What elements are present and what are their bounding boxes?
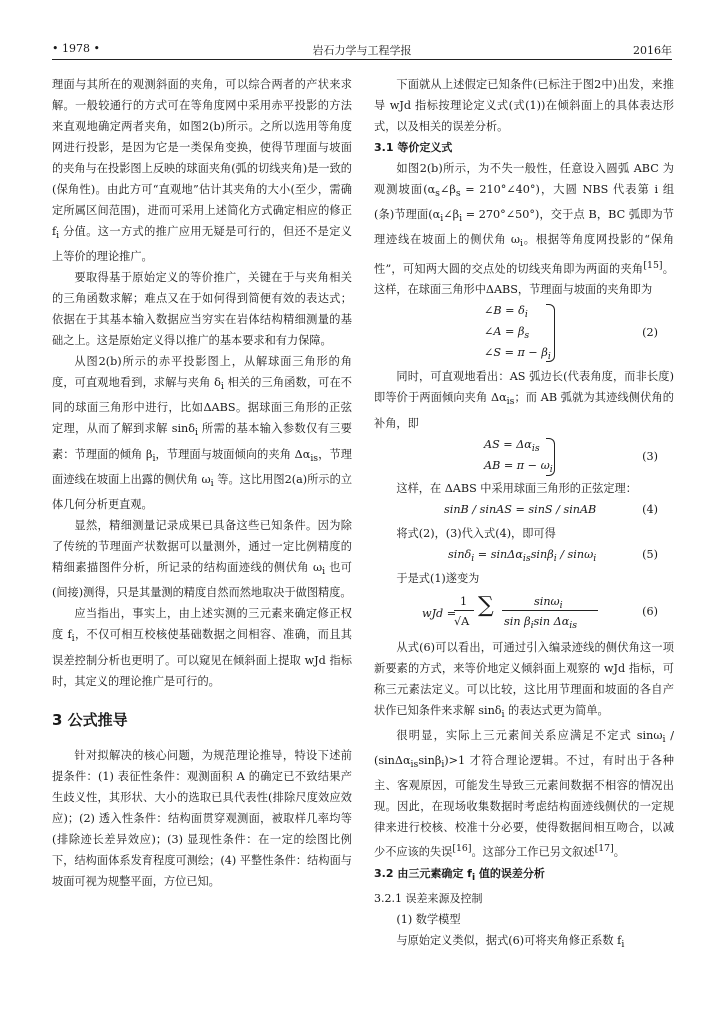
section-heading: 3 公式推导 xyxy=(52,710,128,729)
paragraph: 从图2(b)所示的赤平投影图上，从解球面三角形的角度，可直观地看到，求解与夹角 $\delta_i$ 相关的三角函数，可在不同的球面三角形中进行，比如ΔABS。据球面三角形的正弦定理，从而了解到求解 sinδ$_i$ 所需的基本输入参数仅有三要素：节理面的倾角 $\beta_i$，节理面与坡面倾向的夹角 $\Delta\alpha_{is}$，节理面迹线在坡面上出露的侧伏角 $\omega_i$ 等。这比用图2(a)所示的立体几何分析更直观。 xyxy=(52,355,353,512)
equation-number: (5) xyxy=(642,547,658,561)
journal-title: 岩石力学与工程学报 xyxy=(312,44,412,57)
equation-2 xyxy=(374,300,674,366)
subsection-heading: 3.1 等价定义式 xyxy=(374,141,453,154)
paragraph: 这样，在 ΔABS 中采用球面三角形的正弦定理： xyxy=(396,481,637,495)
paragraph: 如图2(b)所示，为不失一般性，任意设入圆弧 ABC 为观测坡面($\alpha_s\angle\beta_s$ = 210°∠40°)，大圆 NBS 代表第 i 组(条)节理面($\alpha_i\angle\beta_i$ = 270°∠50°)，交于点 B，BC 弧即为节理迹线在坡面上的侧伏角 $\omega_i$。根据等角度网投影的“保角性”，可知两大圆的交点处的切线夹角即为两面的夹角[15]。这样，在球面三角形中ΔABS，节理面与坡面的夹角即为 xyxy=(374,162,675,297)
coef-numerator: 1 xyxy=(460,594,468,608)
paragraph: 同时，可直观地看出：AS 弧边长(代表角度，而非长度)即等价于两面倾向夹角 $\Delta\alpha_{is}$；而 AB 弧就为其迹线侧伏角的补角，即 xyxy=(374,370,674,430)
equation-line: AB = $\pi - \omega_i$ xyxy=(484,458,553,475)
publication-year: 2016年 xyxy=(633,44,672,57)
paragraph: 从式(6)可以看出，可通过引入编录迹线的侧伏角这一项新要素的方式，来等价地定义倾斜面上观察的 wJd 指标，可称三元素法定义。可以比较，这比用节理面和坡面的各自产状作已知条件来求解 sinδ$_i$ 的表达式更为简单。 xyxy=(374,640,674,720)
equation-line: ∠S = $\pi - \beta_i$ xyxy=(484,346,551,363)
equation-number: (2) xyxy=(642,326,658,340)
paragraph: 下面就从上述假定已知条件(已标注于图2中)出发，来推导 wJd 指标按理论定义式(式(1))在倾斜面上的具体表达形式，以及相关的误差分析。 xyxy=(374,78,674,133)
coef-denominator: √A xyxy=(454,614,470,628)
page-number: • 1978 • xyxy=(52,42,100,55)
page-header xyxy=(52,38,672,60)
paragraph: 理面与其所在的观测斜面的夹角，可以综合两者的产状来求解。一般较通行的方式可在等角度网中采用赤平投影的方法来直观地确定两者夹角，如图2(b)所示。之所以选用等角度网进行投影，是因为它是一类保角变换，使得节理面与坡面的夹角与在投影图上反映的球面夹角(弧的切线夹角)是一致的(保角性)。由此方可“直观地”估计其夹角的大小(至少，需确定所属区间范围)，进而可采用上述简化方式确定相应的修正 $f_i$ 分值。这一方式的推广应用无疑是可行的，但还不是定义上等价的理论推广。 xyxy=(52,78,352,264)
paragraph: 显然，精细测量记录成果已具备这些已知条件。因为除了传统的节理面产状数据可以量测外，通过一定比例精度的精细素描图件分析，所记录的结构面迹线的侧伏角 $\omega_i$ 也可(间接)测得，只是其量测的精度自然而然地取决于做图精度。 xyxy=(52,519,352,600)
list-item: (1) 数学模型 xyxy=(396,913,461,927)
equation-line: ∠A = $\beta_s$ xyxy=(484,325,530,342)
equation-4 xyxy=(374,499,674,523)
left-column xyxy=(52,74,352,892)
equation-line: ∠B = $\delta_i$ xyxy=(484,304,528,321)
equation-lhs: wJd = xyxy=(422,606,457,620)
equation-5 xyxy=(374,544,674,568)
equation-number: (4) xyxy=(642,502,658,516)
right-column xyxy=(374,74,674,956)
paragraph: 将式(2)，(3)代入式(4)，即可得 xyxy=(396,526,556,540)
fraction-denominator: $\sin \beta_i\sin$ $\Delta\alpha_{is}$ xyxy=(504,614,578,631)
fraction-numerator: sinω$_i$ xyxy=(534,594,563,611)
equation-number: (6) xyxy=(642,604,658,618)
brace xyxy=(546,304,555,362)
header-rule xyxy=(52,59,672,60)
paragraph: 针对拟解决的核心问题，为规范理论推导，特设下述前提条件：(1) 表征性条件：观测面积 A 的确定已不致结果产生歧义性，其形状、大小的选取已具代表性(排除尺度效应效应)；(2) 透入性条件：结构面贯穿观测面，被取样几率均等(排除迹长差异效应)；(3) 显现性条件：在一定的绘图比例下，结构面体系发育程度可测绘；(4) 平整性条件：结构面与坡面可视为规整平面，方位已知。 xyxy=(52,748,352,888)
equation-body: sinδ$_i$ = sinΔα$_{is}$sinβ$_i$ / sinω$_i$ xyxy=(448,547,597,564)
equation-3 xyxy=(374,434,674,478)
brace xyxy=(546,438,555,476)
equation-6 xyxy=(374,589,674,637)
summation-sign: ∑ xyxy=(478,592,494,618)
paragraph: 很明显，实际上三元素间关系应满足不定式 sinω$_i$ / (sinΔα$_{is}$sinβ$_i$)>1 才符合理论逻辑。不过，有时出于各种主、客观原因，可能发生导致三元素间数据不相容的情况出现。因此，在现场收集数据时考虑结构面迹线侧伏的一定规律来进行校核、校准十分必要，使得数据间相互吻合，以减少不应该的失误[16]。这部分工作已另文叙述[17]。 xyxy=(374,728,674,860)
equation-line: AS = $\Delta\alpha_{is}$ xyxy=(484,437,540,454)
paragraph: 与原始定义类似，据式(6)可将夹角修正系数 $f_i$ xyxy=(396,934,625,951)
paragraph: 于是式(1)遂变为 xyxy=(396,571,480,585)
equation-body: sinB / sinAS = sinS / sinAB xyxy=(444,502,597,516)
paragraph: 应当指出，事实上，由上述实测的三元素来确定修正权度 $f_i$，不仅可相互校核使基础数据之间相容、准确，而且其误差控制分析也更明了。可以窥见在倾斜面上提取 wJd 指标时，其定义的理论推广是可行的。 xyxy=(52,607,352,688)
subsubsection-heading: 3.2.1 误差来源及控制 xyxy=(374,892,483,906)
paragraph: 要取得基于原始定义的等价推广，关键在于与夹角相关的三角函数求解；难点又在于如何得到简便有效的表达式；依据在于其基本输入数据应当穷实在岩体结构精细测量的基础之上。这是原始定义得以推广的基本要求和有力保障。 xyxy=(52,271,352,348)
subsection-heading: 3.2 由三元素确定 $f_i$ 值的误差分析 xyxy=(374,867,545,884)
equation-number: (3) xyxy=(642,449,658,463)
